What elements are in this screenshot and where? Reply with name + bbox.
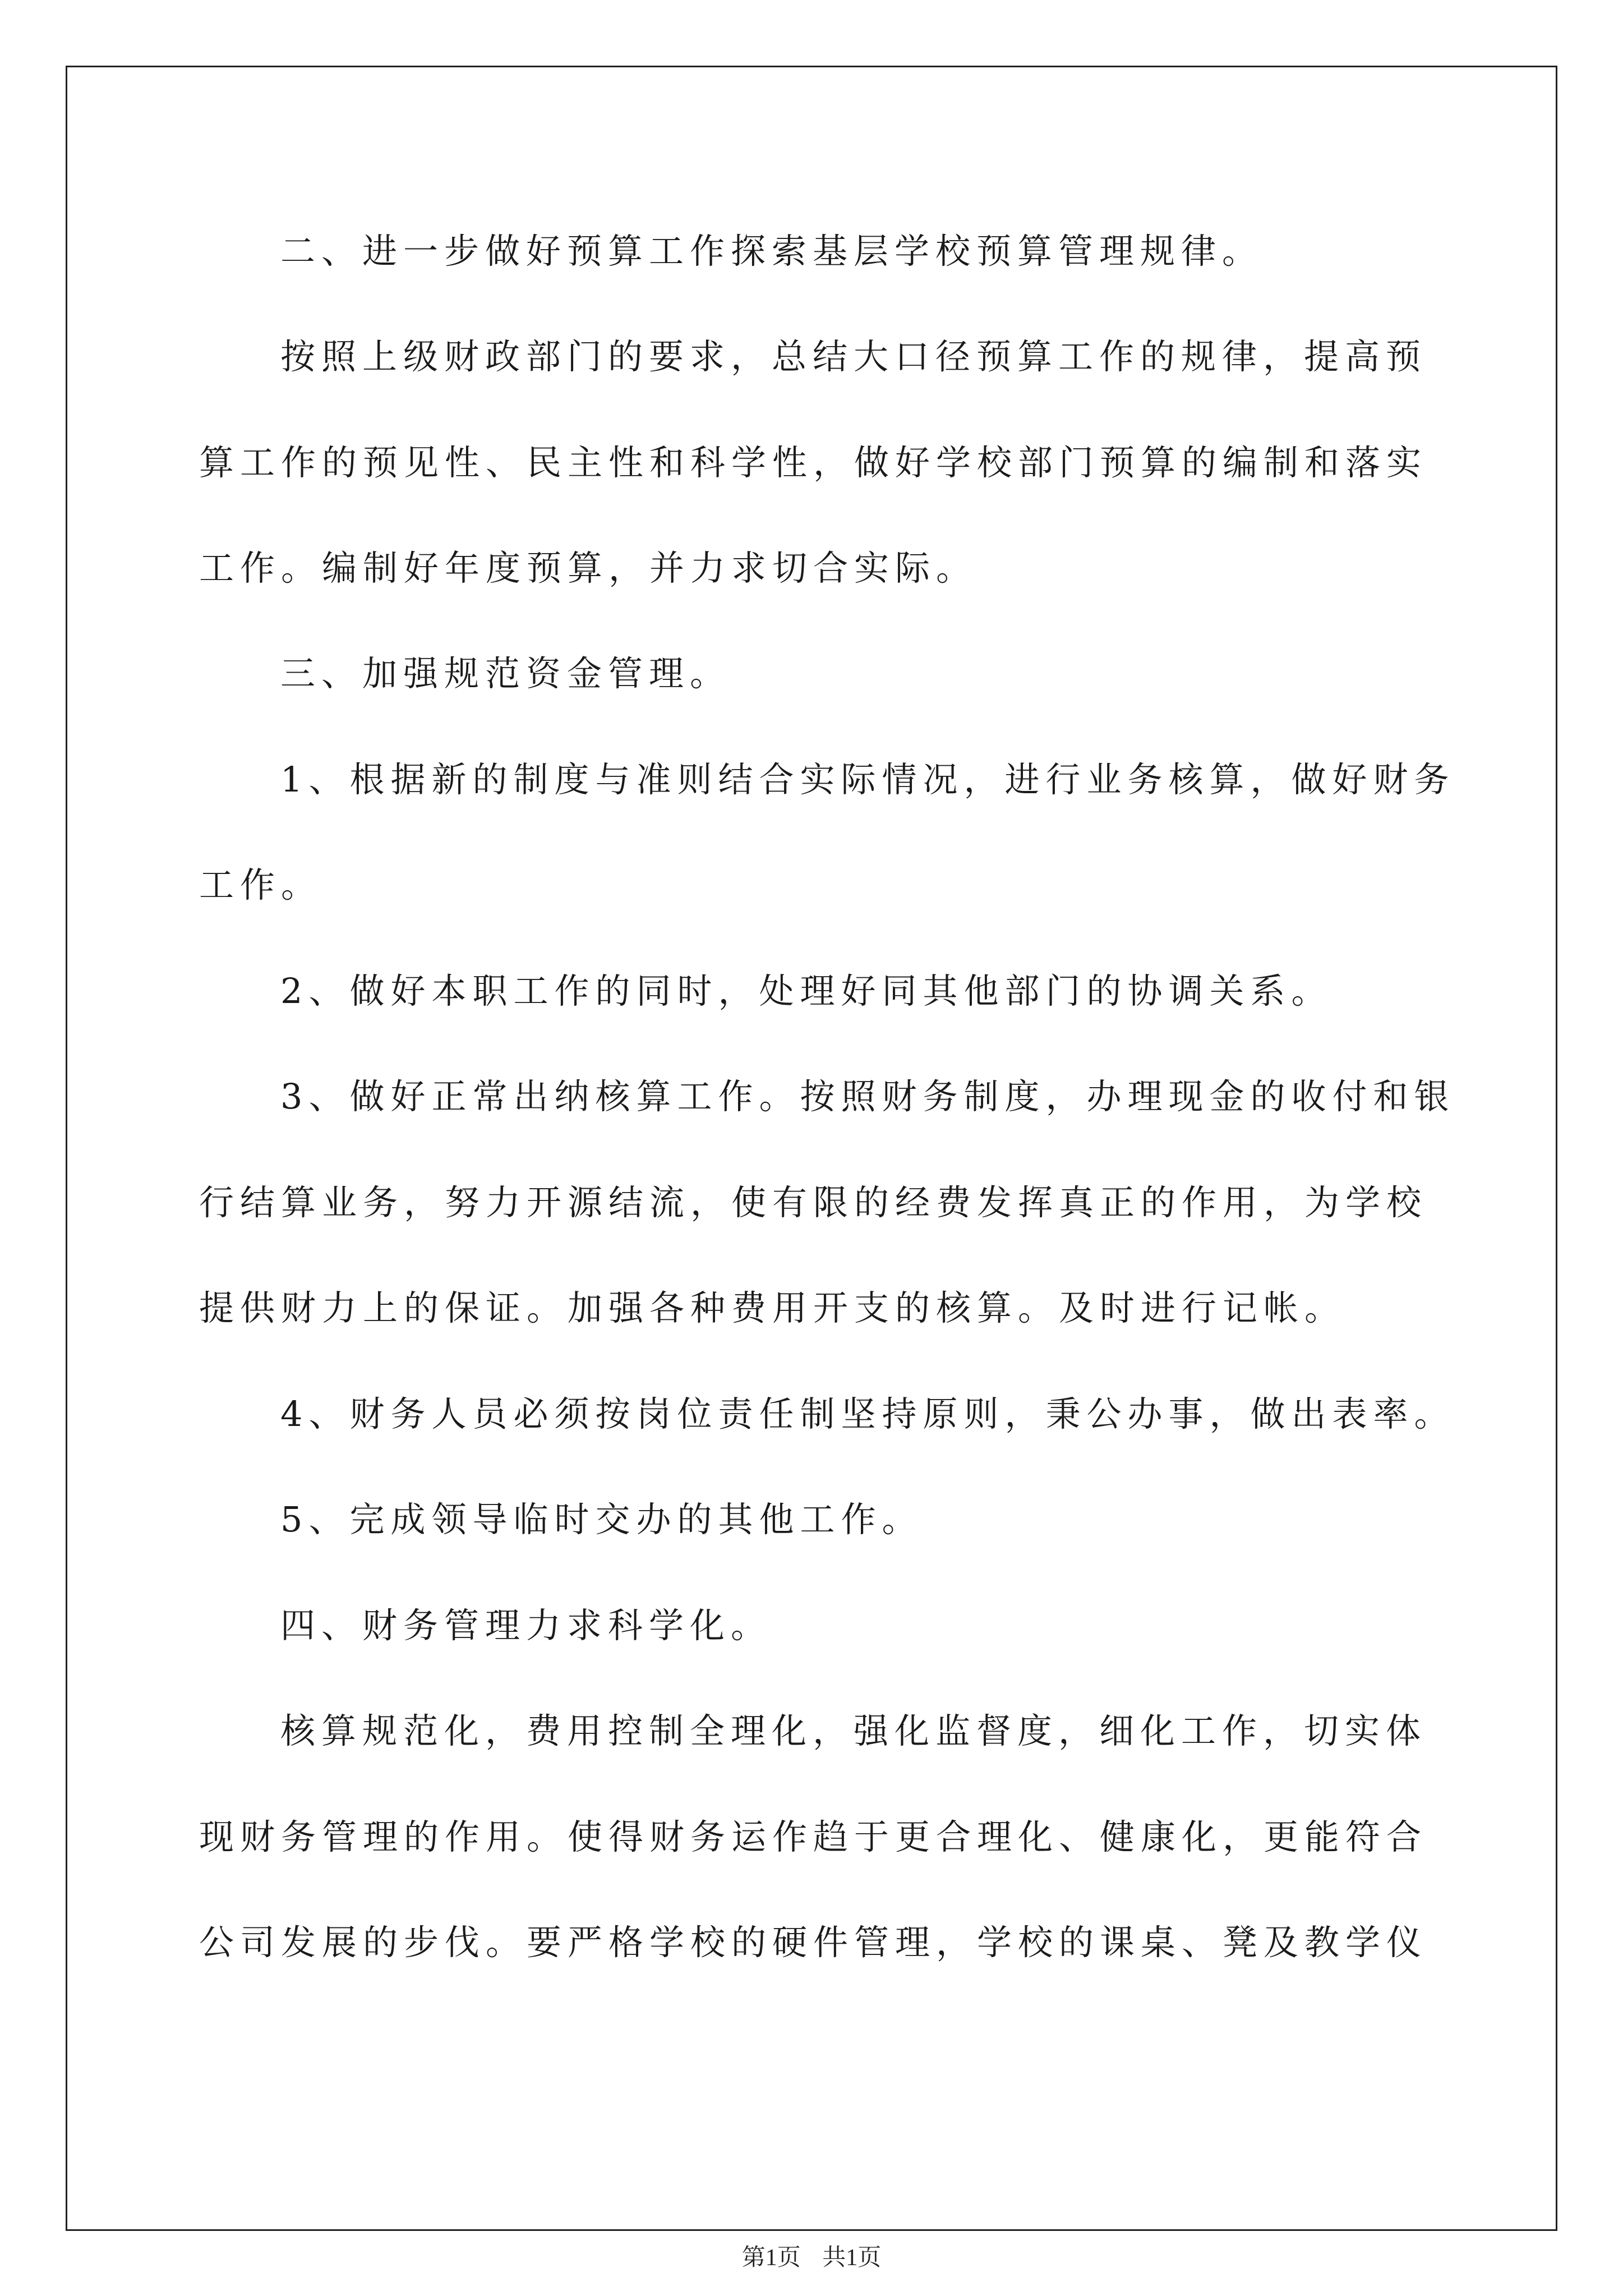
heading-section-3: 三、加强规范资金管理。 <box>280 653 731 694</box>
paragraph-line: 核算规范化，费用控制全理化，强化监督度，细化工作，切实体 <box>280 1710 1427 1751</box>
heading-section-4: 四、财务管理力求科学化。 <box>280 1605 772 1646</box>
page-border <box>66 66 1557 2231</box>
paragraph-line: 按照上级财政部门的要求，总结大口径预算工作的规律，提高预 <box>280 336 1427 377</box>
list-item-line: 5、完成领导临时交办的其他工作。 <box>280 1499 923 1540</box>
list-item-line: 2、做好本职工作的同时，处理好同其他部门的协调关系。 <box>280 970 1332 1011</box>
paragraph-line: 工作。编制好年度预算，并力求切合实际。 <box>199 547 978 588</box>
page-total: 共1页 <box>822 2245 882 2271</box>
list-item-line: 行结算业务，努力开源结流，使有限的经费发挥真正的作用，为学校 <box>199 1182 1428 1223</box>
paragraph-line: 现财务管理的作用。使得财务运作趋于更合理化、健康化，更能符合 <box>199 1816 1428 1857</box>
page-footer <box>0 2244 1623 2272</box>
list-item-line: 4、财务人员必须按岗位责任制坚持原则，秉公办事，做出表率。 <box>280 1393 1455 1434</box>
list-item-line: 提供财力上的保证。加强各种费用开支的核算。及时进行记帐。 <box>199 1287 1346 1328</box>
list-item-line: 1、根据新的制度与准则结合实际情况，进行业务核算，做好财务 <box>280 759 1455 800</box>
paragraph-line: 公司发展的步伐。要严格学校的硬件管理，学校的课桌、凳及教学仪 <box>199 1922 1428 1963</box>
list-item-line: 工作。 <box>199 864 322 905</box>
heading-section-2: 二、进一步做好预算工作探索基层学校预算管理规律。 <box>280 231 1264 272</box>
list-item-line: 3、做好正常出纳核算工作。按照财务制度，办理现金的收付和银 <box>280 1076 1455 1117</box>
page-number: 第1页 <box>741 2245 801 2271</box>
paragraph-line: 算工作的预见性、民主性和科学性，做好学校部门预算的编制和落实 <box>199 442 1428 483</box>
